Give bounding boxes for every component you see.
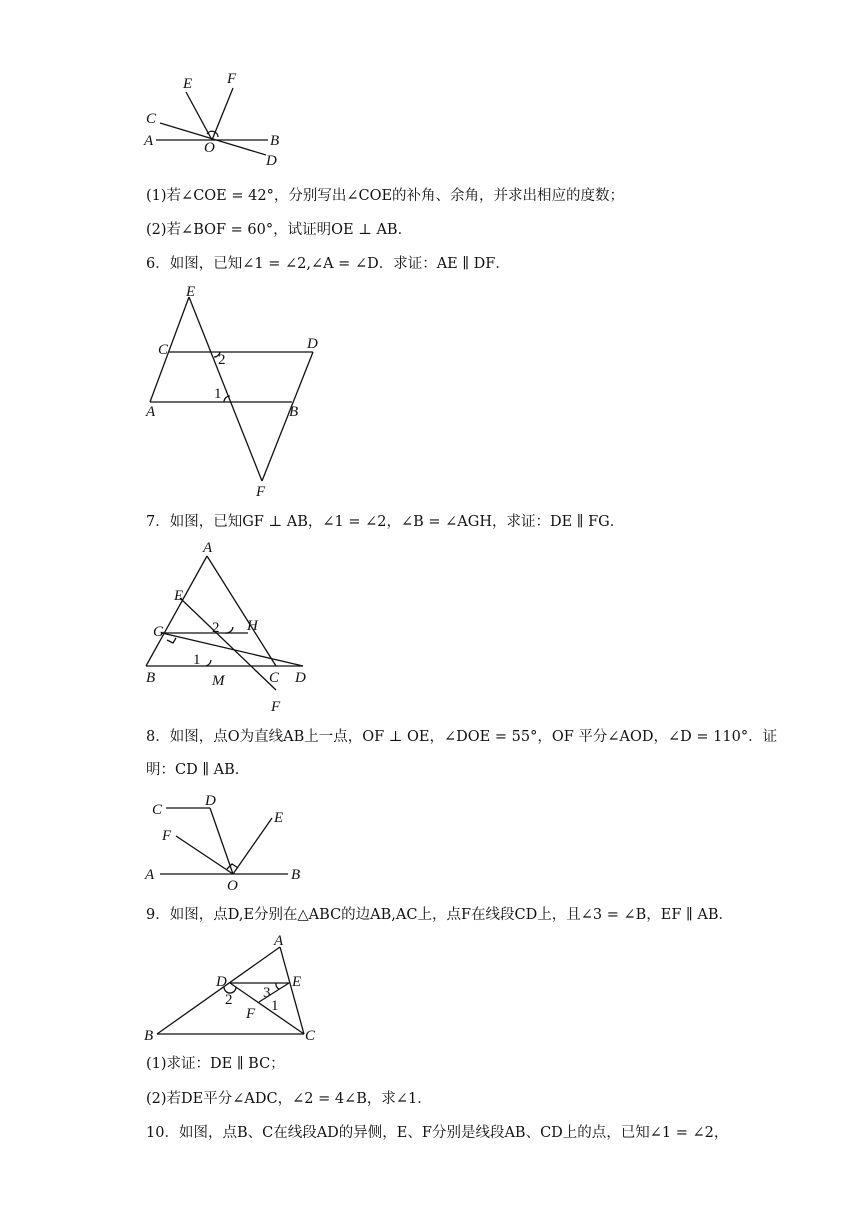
q9-statement: 9．如图，点D,E分别在△ABC的边AB,AC上，点F在线段CD上，且∠3 = ∠B，EF ∥ AB．: [146, 907, 733, 923]
label-D: D: [307, 336, 318, 352]
label-F: F: [162, 828, 172, 844]
q5-part1: (1)若∠COE = 42°，分别写出∠COE的补角、余角，并求出相应的度数；: [146, 188, 625, 204]
label-E: E: [292, 974, 302, 990]
label-F: F: [271, 699, 281, 715]
label-C: C: [158, 342, 169, 358]
figure-q5: [140, 70, 300, 170]
label-E: E: [174, 588, 184, 604]
label-F: F: [256, 484, 266, 500]
label-C: C: [305, 1028, 316, 1044]
label-O: O: [227, 878, 238, 894]
label-B: B: [144, 1028, 154, 1044]
q10-statement: 10．如图，点B、C在线段AD的异侧，E、F分别是线段AB、CD上的点，已知∠1 = ∠2，: [146, 1125, 729, 1141]
q8-statement-line2: 明：CD ∥ AB．: [146, 762, 250, 778]
label-D: D: [295, 670, 306, 686]
label-angle-1: 1: [193, 652, 201, 668]
figure-q7: [140, 536, 320, 720]
label-B: B: [289, 404, 299, 420]
label-angle-1: 1: [271, 998, 279, 1014]
figure-q6: [140, 280, 330, 500]
label-E: E: [183, 76, 193, 92]
label-angle-2: 2: [212, 620, 220, 636]
label-C: C: [152, 802, 163, 818]
label-H: H: [247, 618, 258, 634]
label-angle-1: 1: [214, 386, 222, 402]
label-E: E: [186, 284, 196, 300]
label-O: O: [204, 140, 215, 156]
label-C: C: [269, 670, 280, 686]
label-F: F: [246, 1006, 256, 1022]
label-A: A: [145, 867, 155, 883]
label-C: C: [146, 111, 157, 127]
label-A: A: [274, 933, 284, 949]
label-A: A: [203, 540, 213, 556]
q7-statement: 7．如图，已知GF ⊥ AB，∠1 = ∠2，∠B = ∠AGH，求证：DE ∥ FG．: [146, 514, 625, 530]
label-A: A: [146, 404, 156, 420]
label-D: D: [216, 974, 227, 990]
label-angle-2: 2: [218, 352, 226, 368]
q8-statement-line1: 8．如图，点O为直线AB上一点，OF ⊥ OE，∠DOE = 55°，OF 平分∠AOD，∠D = 110°．证: [146, 729, 778, 745]
label-A: A: [144, 133, 154, 149]
label-angle-3: 3: [263, 985, 271, 1001]
q5-part2: (2)若∠BOF = 60°，试证明OE ⊥ AB．: [146, 222, 413, 238]
q9-part1: (1)求证：DE ∥ BC；: [146, 1056, 285, 1072]
label-angle-2: 2: [225, 992, 233, 1008]
label-M: M: [212, 673, 225, 689]
figure-q8: [140, 786, 310, 894]
label-B: B: [146, 670, 156, 686]
label-D: D: [205, 793, 216, 809]
label-D: D: [266, 153, 277, 169]
label-E: E: [274, 810, 284, 826]
label-G: G: [153, 624, 164, 640]
label-F: F: [227, 71, 237, 87]
label-B: B: [291, 867, 301, 883]
q6-statement: 6．如图，已知∠1 = ∠2,∠A = ∠D．求证：AE ∥ DF．: [146, 256, 510, 272]
label-B: B: [270, 133, 280, 149]
figure-q9: [140, 930, 330, 1046]
q9-part2: (2)若DE平分∠ADC，∠2 = 4∠B，求∠1．: [146, 1091, 432, 1107]
